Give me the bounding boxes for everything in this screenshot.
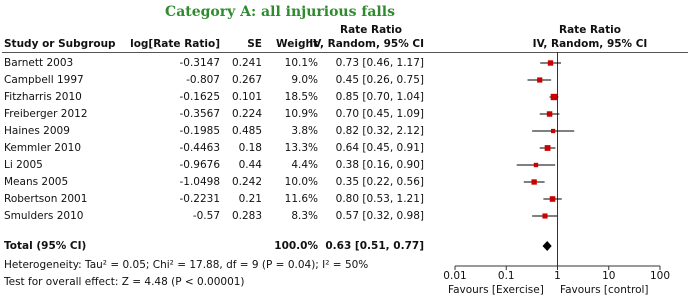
study-name: Smulders 2010	[4, 210, 84, 222]
study-log-rate-ratio: -0.57	[192, 210, 220, 222]
study-point-marker	[548, 60, 553, 65]
study-point-marker	[534, 163, 538, 167]
study-ci: 0.85 [0.70, 1.04]	[335, 91, 424, 103]
study-point-marker	[545, 145, 551, 151]
study-ci: 0.45 [0.26, 0.75]	[335, 74, 424, 86]
x-axis-tick-label: 10	[602, 270, 616, 282]
study-point-marker	[537, 77, 542, 82]
total-label: Total (95% CI)	[4, 240, 87, 252]
header-rate-ratio-top: Rate Ratio	[340, 24, 402, 36]
study-log-rate-ratio: -0.9676	[179, 159, 220, 171]
study-ci: 0.70 [0.45, 1.09]	[335, 108, 424, 120]
study-name: Kemmler 2010	[4, 142, 82, 154]
study-weight: 9.0%	[291, 74, 318, 86]
study-se: 0.283	[231, 210, 262, 222]
study-name: Robertson 2001	[4, 193, 88, 205]
study-ci: 0.38 [0.16, 0.90]	[335, 159, 424, 171]
study-weight: 10.0%	[284, 176, 318, 188]
study-point-marker	[542, 213, 547, 218]
favours-left-label: Favours [Exercise]	[448, 284, 544, 296]
header-plot-sub: IV, Random, 95% CI	[532, 38, 648, 50]
study-name: Campbell 1997	[4, 74, 84, 86]
study-se: 0.101	[231, 91, 262, 103]
header-weight: Weight	[276, 38, 318, 50]
study-se: 0.44	[238, 159, 262, 171]
study-se: 0.21	[238, 193, 262, 205]
study-se: 0.18	[238, 142, 262, 154]
x-axis-tick-label: 0.01	[443, 270, 467, 282]
overall-effect-text: Test for overall effect: Z = 4.48 (P < 0.00001)	[4, 276, 245, 288]
study-log-rate-ratio: -1.0498	[179, 176, 220, 188]
chart-title: Category A: all injurious falls	[165, 4, 395, 20]
study-weight: 10.9%	[284, 108, 318, 120]
study-point-marker	[531, 179, 536, 184]
study-log-rate-ratio: -0.3147	[179, 57, 220, 69]
study-ci: 0.64 [0.45, 0.91]	[335, 142, 424, 154]
study-name: Fitzharris 2010	[4, 91, 82, 103]
study-ci: 0.82 [0.32, 2.12]	[335, 125, 424, 137]
heterogeneity-text: Heterogeneity: Tau² = 0.05; Chi² = 17.88, df = 9 (P = 0.04); I² = 50%	[4, 259, 369, 271]
favours-right-label: Favours [control]	[560, 284, 649, 296]
header-study: Study or Subgroup	[4, 38, 116, 50]
study-weight: 4.4%	[291, 159, 318, 171]
study-name: Freiberger 2012	[4, 108, 88, 120]
study-weight: 8.3%	[291, 210, 318, 222]
pooled-estimate-diamond	[543, 241, 552, 251]
total-ci: 0.63 [0.51, 0.77]	[325, 240, 424, 252]
x-axis-tick-label: 1	[554, 270, 561, 282]
study-name: Haines 2009	[4, 125, 70, 137]
study-se: 0.224	[231, 108, 262, 120]
study-se: 0.485	[231, 125, 262, 137]
header-rate-ratio-sub: IV, Random, 95% CI	[309, 38, 424, 50]
study-weight: 13.3%	[284, 142, 318, 154]
study-ci: 0.35 [0.22, 0.56]	[335, 176, 424, 188]
study-se: 0.241	[231, 57, 262, 69]
header-se: SE	[247, 38, 262, 50]
study-point-marker	[547, 111, 552, 116]
study-weight: 18.5%	[284, 91, 318, 103]
study-name: Means 2005	[4, 176, 69, 188]
x-axis-tick-label: 100	[649, 270, 671, 282]
total-weight: 100.0%	[274, 240, 318, 252]
study-ci: 0.57 [0.32, 0.98]	[335, 210, 424, 222]
x-axis-tick-label: 0.1	[497, 270, 515, 282]
study-weight: 3.8%	[291, 125, 318, 137]
study-name: Barnett 2003	[4, 57, 74, 69]
study-se: 0.267	[231, 74, 262, 86]
study-ci: 0.73 [0.46, 1.17]	[335, 57, 424, 69]
header-plot-top: Rate Ratio	[559, 24, 621, 36]
study-ci: 0.80 [0.53, 1.21]	[335, 193, 424, 205]
study-weight: 11.6%	[284, 193, 318, 205]
study-log-rate-ratio: -0.807	[186, 74, 220, 86]
study-name: Li 2005	[4, 159, 43, 171]
header-log-rate-ratio: log[Rate Ratio]	[130, 38, 220, 50]
study-log-rate-ratio: -0.1625	[179, 91, 220, 103]
study-point-marker	[551, 129, 555, 133]
study-log-rate-ratio: -0.4463	[179, 142, 220, 154]
study-log-rate-ratio: -0.1985	[179, 125, 220, 137]
study-se: 0.242	[231, 176, 262, 188]
study-log-rate-ratio: -0.3567	[179, 108, 220, 120]
study-point-marker	[550, 196, 556, 202]
study-weight: 10.1%	[284, 57, 318, 69]
study-point-marker	[551, 94, 557, 100]
study-log-rate-ratio: -0.2231	[179, 193, 220, 205]
